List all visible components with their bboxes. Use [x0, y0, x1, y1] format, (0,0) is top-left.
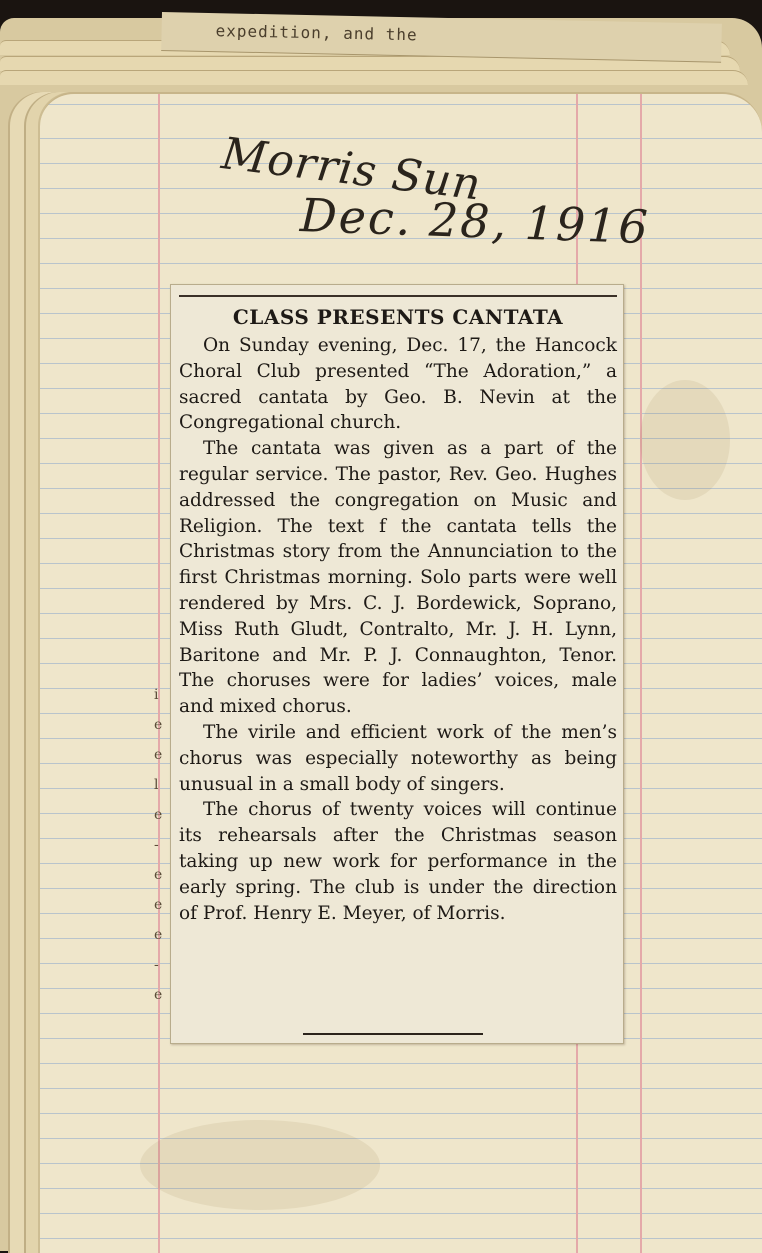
- margin-line: [640, 94, 642, 1253]
- clipping-body: [179, 291, 617, 926]
- clipping-paragraph: The virile and efficient work of the men’s chorus was especially noteworthy as being unusual in a small body of singers.: [179, 721, 617, 795]
- end-rule: [303, 1033, 483, 1035]
- paper-stain: [640, 380, 730, 500]
- clipping-paragraph: The chorus of twenty voices will continue its rehearsals after the Christmas season taking up new work for performance in the early spring. The club is under the direction of Prof. Henry E. Meyer, of Morris.: [179, 799, 617, 924]
- handwritten-source: Morris Sun: [218, 128, 485, 211]
- handwritten-date: Dec. 28, 1916: [299, 188, 651, 255]
- strip-text: expedition, and the: [215, 21, 418, 45]
- clipping-paragraph: On Sunday evening, Dec. 17, the Hancock Choral Club presented “The Adoration,” a sacred cantata by Geo. B. Nevin at the Congregational church.: [179, 335, 617, 434]
- newspaper-clipping: [170, 284, 624, 1044]
- paper-stain: [140, 1120, 380, 1210]
- margin-marks: i e e l e - e e e - e: [154, 687, 163, 1003]
- clipping-paragraph: The cantata was given as a part of the regular service. The pastor, Rev. Geo. Hughes addressed the congregation on Music and Religion. The text f the cantata tells the Christmas story from the Annunciation to the first Christmas morning. Solo parts were well rendered by Mrs. C. J. Bordewick, Soprano, Miss Ruth Gludt, Contralto, Mr. J. H. Lynn, Baritone and Mr. P. J. Connaughton, Tenor. The choruses were for ladies’ voices, male and mixed chorus.: [179, 438, 617, 718]
- page-edge: [0, 70, 748, 85]
- clipping-headline: CLASS PRESENTS CANTATA: [179, 295, 617, 331]
- margin-line: [158, 94, 160, 1253]
